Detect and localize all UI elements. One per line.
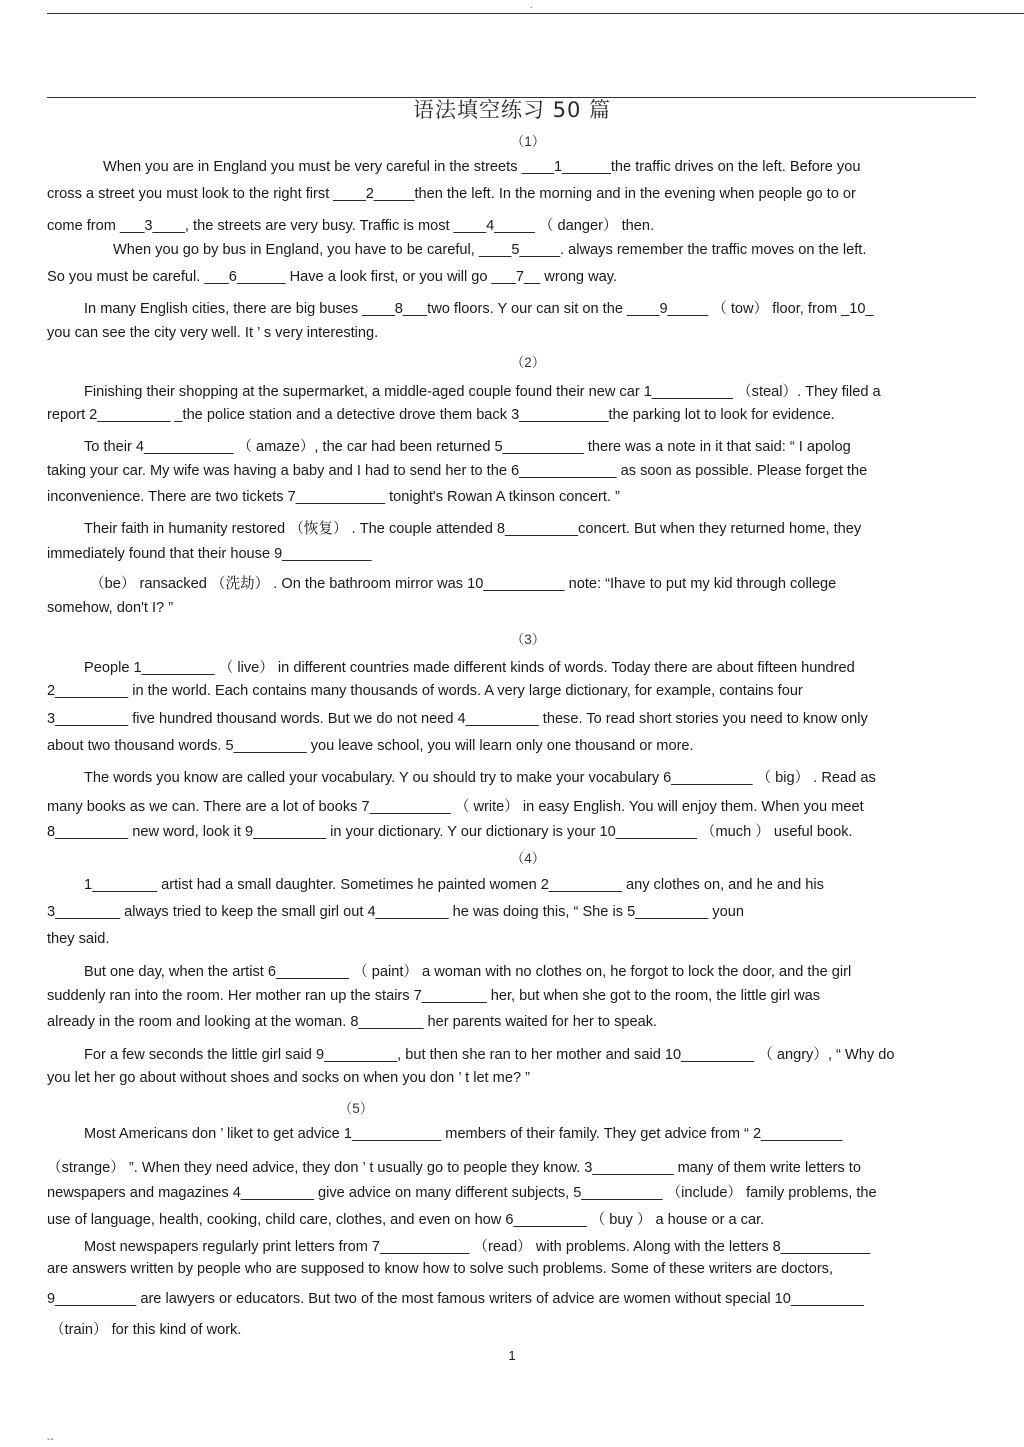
- section-label: （4）: [510, 851, 546, 866]
- text-line: inconvenience. There are two tickets 7___________ tonight's Rowan A tkinson concert. ”: [47, 489, 620, 505]
- text-line: you can see the city very well. It ’ s very interesting.: [47, 325, 379, 341]
- text-line: somehow, don't I? ”: [47, 600, 174, 616]
- text-line: In many English cities, there are big buses ____8___two floors. Y our can sit on the ____9_____ （ tow） floor, from _10_: [84, 301, 874, 317]
- text-line: The words you know are called your vocabulary. Y ou should try to make your vocabulary 6__________ （ big） . Read as: [84, 770, 876, 786]
- text-line: 1________ artist had a small daughter. Sometimes he painted women 2_________ any clothes on, and he and his: [84, 877, 824, 893]
- header-rule: [47, 13, 1024, 14]
- text-line: report 2_________ _the police station and a detective drove them back 3___________the parking lot to look for evidence.: [47, 407, 835, 423]
- text-line: cross a street you must look to the right first ____2_____then the left. In the morning and in the evening when people go to or: [47, 186, 856, 202]
- section-label: （5）: [338, 1101, 374, 1116]
- text-line: To their 4___________ （ amaze）, the car had been returned 5__________ there was a note in it that said: “ I apolog: [84, 439, 851, 455]
- text-line: （be） ransacked （洗劫） . On the bathroom mirror was 10__________ note: “Ihave to put my kid through college: [90, 576, 837, 592]
- text-line: When you go by bus in England, you have to be careful, ____5_____. always remember the traffic moves on the left.: [113, 242, 867, 258]
- text-line: newspapers and magazines 4_________ give advice on many different subjects, 5__________ （include） family problems, the: [47, 1185, 877, 1201]
- text-line: Most newspapers regularly print letters from 7___________ （read） with problems. Along with the letters 8___________: [84, 1239, 871, 1255]
- text-line: 9__________ are lawyers or educators. But two of the most famous writers of advice are women without special 10_________: [47, 1291, 864, 1307]
- text-line: （strange） ”. When they need advice, they don ’ t usually go to people they know. 3__________ many of them write letters to: [47, 1160, 861, 1176]
- text-line: about two thousand words. 5_________ you leave school, you will learn only one thousand or more.: [47, 738, 694, 754]
- text-line: So you must be careful. ___6______ Have a look first, or you will go ___7__ wrong way.: [47, 269, 618, 285]
- text-line: Their faith in humanity restored （恢复） . The couple attended 8_________concert. But when they returned home, they: [84, 521, 862, 537]
- section-label: （2）: [510, 355, 546, 370]
- text-line: already in the room and looking at the woman. 8________ her parents waited for her to speak.: [47, 1014, 658, 1030]
- text-line: 3_________ five hundred thousand words. But we do not need 4_________ these. To read short stories you need to know only: [47, 711, 868, 727]
- page-title: 语法填空练习 50 篇: [412, 98, 612, 122]
- text-line: People 1_________ （ live） in different countries made different kinds of words. Today there are about fifteen hundred: [84, 660, 855, 676]
- page-number: 1: [508, 1348, 516, 1363]
- text-line: many books as we can. There are a lot of books 7__________ （ write） in easy English. You will enjoy them. When you meet: [47, 799, 864, 815]
- text-line: （train） for this kind of work.: [50, 1322, 242, 1338]
- text-line: When you are in England you must be very careful in the streets ____1______the traffic drives on the left. Before you: [103, 159, 861, 175]
- section-label: （1）: [510, 134, 546, 149]
- text-line: Most Americans don ’ liket to get advice 1___________ members of their family. They get advice from “ 2__________: [84, 1126, 843, 1142]
- text-line: For a few seconds the little girl said 9_________, but then she ran to her mother and said 10_________ （ angry）, “ Why do: [84, 1047, 895, 1063]
- text-line: come from ___3____, the streets are very busy. Traffic is most ____4_____ （ danger） then.: [47, 218, 655, 234]
- text-line: immediately found that their house 9___________: [47, 546, 372, 562]
- text-line: 2_________ in the world. Each contains many thousands of words. A very large dictionary, for example, contains four: [47, 683, 803, 699]
- text-line: taking your car. My wife was having a baby and I had to send her to the 6____________ as soon as possible. Please forget the: [47, 463, 868, 479]
- text-line: they said.: [47, 931, 110, 947]
- text-line: use of language, health, cooking, child care, clothes, and even on how 6_________ （ buy ） a house or a car.: [47, 1212, 765, 1228]
- text-line: Finishing their shopping at the supermarket, a middle-aged couple found their new car 1__________ （steal）. They filed a: [84, 384, 881, 400]
- text-line: 8_________ new word, look it 9_________ in your dictionary. Y our dictionary is your 10__________ （much ） useful book.: [47, 824, 853, 840]
- text-line: you let her go about without shoes and socks on when you don ’ t let me? ”: [47, 1070, 530, 1086]
- text-line: are answers written by people who are supposed to know how to solve such problems. Some of these writers are doctors,: [47, 1261, 834, 1277]
- header-mark: .: [530, 0, 533, 10]
- text-line: 3________ always tried to keep the small girl out 4_________ he was doing this, “ She is 5_________ youn: [47, 904, 744, 920]
- text-line: But one day, when the artist 6_________ （ paint） a woman with no clothes on, he forgot to lock the door, and the girl: [84, 964, 852, 980]
- section-label: （3）: [510, 632, 546, 647]
- text-line: suddenly ran into the room. Her mother ran up the stairs 7________ her, but when she got to the room, the little girl was: [47, 988, 821, 1004]
- footer-mark: --: [47, 1434, 54, 1445]
